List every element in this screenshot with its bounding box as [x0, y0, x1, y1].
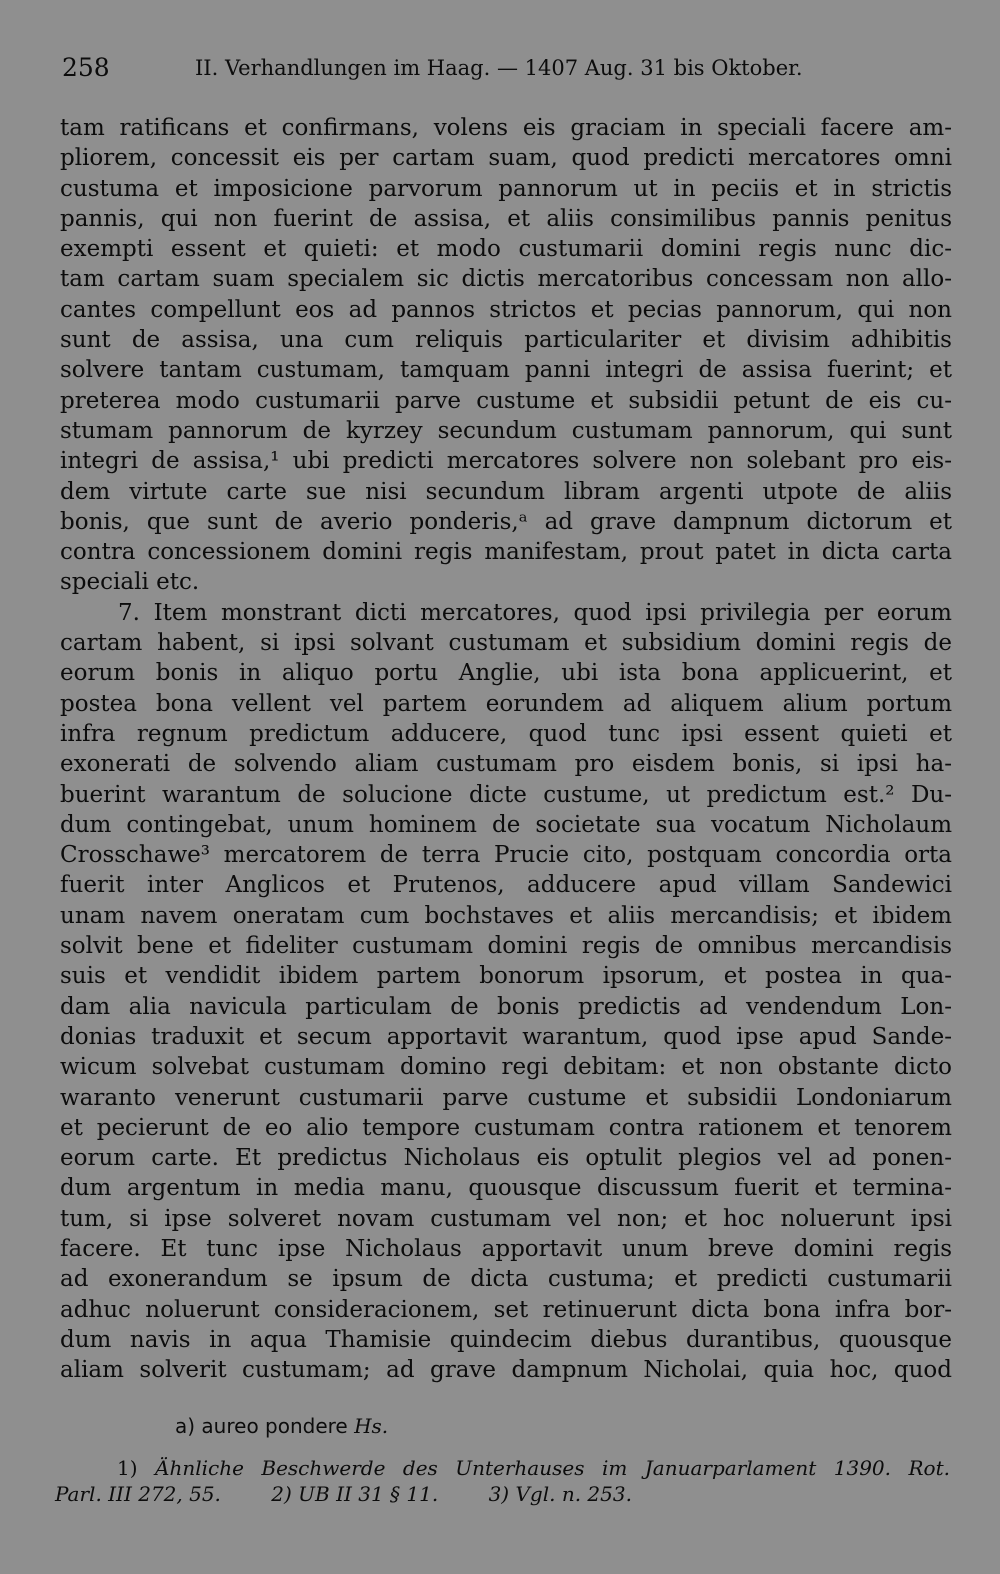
text-line: fuerit inter Anglicos et Prutenos, adducere apud villam Sandewici	[60, 872, 952, 899]
footnotes	[55, 1455, 950, 1507]
page-number: 258	[62, 53, 110, 82]
footnote-2: 2) UB II 31 § 11.	[271, 1482, 439, 1506]
text-line: dem virtute carte sue nisi secundum libram argenti utpote de aliis	[60, 478, 952, 505]
text-line: buerint warantum de solucione dicte custume, ut predictum est.² Du-	[60, 781, 952, 808]
footnote-1-marker: 1)	[117, 1456, 138, 1480]
text-line: cartam habent, si ipsi solvant custumam et subsidium domini regis de	[60, 630, 952, 657]
text-line: donias traduxit et secum apportavit warantum, quod ipse apud Sande-	[60, 1023, 952, 1050]
text-line: et pecierunt de eo alio tempore custumam contra rationem et tenorem	[60, 1114, 952, 1141]
footnote-row-2	[55, 1481, 950, 1507]
text-line: cantes compellunt eos ad pannos strictos et pecias pannorum, qui non	[60, 296, 952, 323]
footnote-1	[55, 1455, 950, 1481]
text-line: dam alia navicula particulam de bonis predictis ad vendendum Lon-	[60, 993, 952, 1020]
text-line: tum, si ipse solveret novam custumam vel non; et hoc noluerunt ipsi	[60, 1205, 952, 1232]
footnote-1-text: Ähnliche Beschwerde des Unterhauses im Januarparlament 1390.	[155, 1456, 892, 1480]
text-line: solvit bene et fideliter custumam domini regis de omnibus mercandisis	[60, 933, 952, 960]
text-line: sunt de assisa, una cum reliquis particulariter et divisim adhibitis	[60, 327, 952, 354]
text-line: wicum solvebat custumam domino regi debitam: et non obstante dicto	[60, 1054, 952, 1081]
text-line: Crosschawe³ mercatorem de terra Prucie cito, postquam concordia orta	[60, 842, 952, 869]
running-title: II. Verhandlungen im Haag. — 1407 Aug. 31 bis Oktober.	[195, 56, 803, 80]
footnote-1-continuation: Parl. III 272, 55.	[55, 1482, 221, 1506]
text-line: integri de assisa,¹ ubi predicti mercatores solvere non solebant pro eis-	[60, 448, 952, 475]
text-line: waranto venerunt custumarii parve custume et subsidii Londoniarum	[60, 1084, 952, 1111]
main-text	[60, 113, 952, 1385]
text-line: tam ratificans et confirmans, volens eis graciam in speciali facere am-	[60, 115, 952, 141]
text-line: unam navem oneratam cum bochstaves et aliis mercandisis; et ibidem	[60, 902, 952, 929]
text-line: dum argentum in media manu, quousque discussum fuerit et termina-	[60, 1175, 952, 1202]
textual-note-siglum: Hs.	[354, 1414, 389, 1438]
footnote-1-source: Rot.	[908, 1456, 950, 1480]
text-line: preterea modo custumarii parve custume et subsidii petunt de eis cu-	[60, 387, 952, 414]
text-line: ad exonerandum se ipsum de dicta custuma; et predicti custumarii	[60, 1266, 952, 1293]
text-line: tam cartam suam specialem sic dictis mercatoribus concessam non allo-	[60, 266, 952, 293]
text-line: pliorem, concessit eis per cartam suam, quod predicti mercatores omni	[60, 145, 952, 172]
text-line: dum contingebat, unum hominem de societate sua vocatum Nicholaum	[60, 811, 952, 838]
textual-note-marker: a)	[175, 1414, 196, 1438]
text-line: eorum bonis in aliquo portu Anglie, ubi ista bona applicuerint, et	[60, 660, 952, 687]
text-line: infra regnum predictum adducere, quod tunc ipsi essent quieti et	[60, 720, 952, 747]
text-line: adhuc noluerunt consideracionem, set retinuerunt dicta bona infra bor-	[60, 1296, 952, 1323]
text-line: dum navis in aqua Thamisie quindecim diebus durantibus, quousque	[60, 1326, 952, 1353]
textual-note	[175, 1411, 388, 1441]
text-line: custuma et imposicione parvorum pannorum ut in peciis et in strictis	[60, 175, 952, 202]
text-line: 7. Item monstrant dicti mercatores, quod ipsi privilegia per eorum	[118, 599, 952, 626]
text-line: exempti essent et quieti: et modo custumarii domini regis nunc dic-	[60, 236, 952, 263]
text-line: aliam solverit custumam; ad grave dampnum Nicholai, quia hoc, quod	[60, 1357, 952, 1384]
text-line: suis et vendidit ibidem partem bonorum ipsorum, et postea in qua-	[60, 963, 952, 990]
text-line: contra concessionem domini regis manifestam, prout patet in dicta carta	[60, 539, 952, 566]
text-line: exonerati de solvendo aliam custumam pro eisdem bonis, si ipsi ha-	[60, 751, 952, 778]
text-line: facere. Et tunc ipse Nicholaus apportavit unum breve domini regis	[60, 1235, 952, 1262]
text-line: speciali etc.	[60, 569, 200, 596]
footnote-3: 3) Vgl. n. 253.	[488, 1482, 632, 1506]
text-line: postea bona vellent vel partem eorundem ad aliquem alium portum	[60, 690, 952, 717]
text-line: eorum carte. Et predictus Nicholaus eis optulit plegios vel ad ponen-	[60, 1145, 952, 1172]
text-line: solvere tantam custumam, tamquam panni integri de assisa fuerint; et	[60, 357, 952, 384]
text-line: bonis, que sunt de averio ponderis,ᵃ ad grave dampnum dictorum et	[60, 508, 952, 535]
textual-note-text: aureo pondere	[201, 1414, 348, 1438]
text-line: stumam pannorum de kyrzey secundum custumam pannorum, qui sunt	[60, 417, 952, 444]
text-line: pannis, qui non fuerint de assisa, et aliis consimilibus pannis penitus	[60, 205, 952, 232]
page-header	[62, 48, 952, 88]
